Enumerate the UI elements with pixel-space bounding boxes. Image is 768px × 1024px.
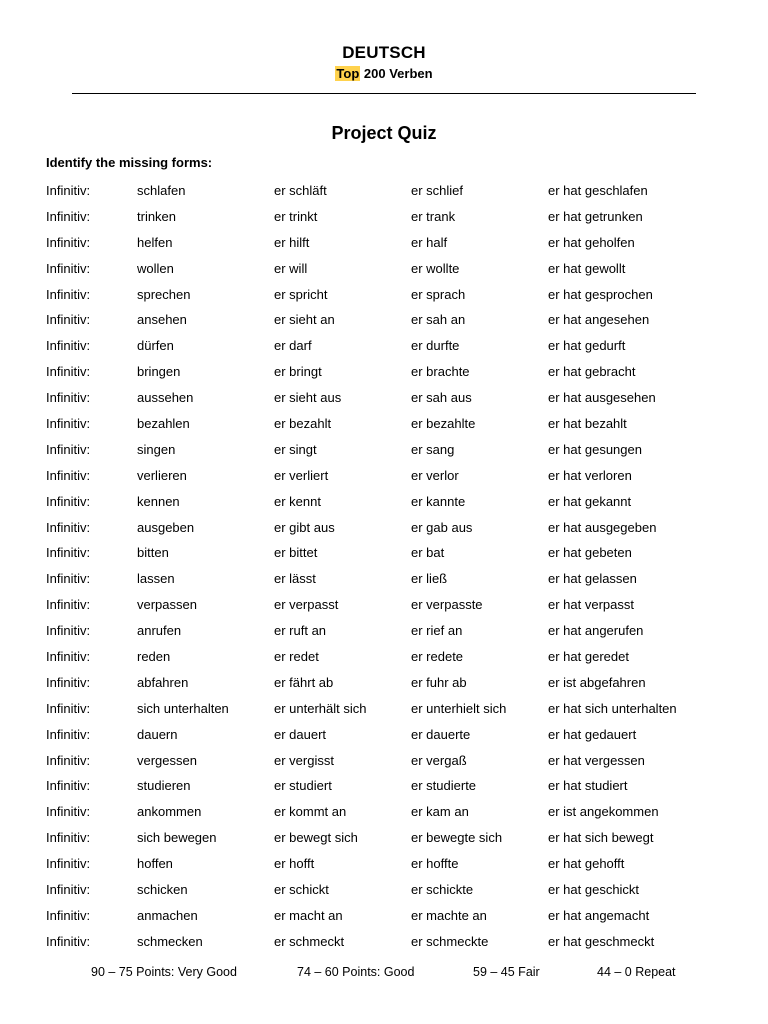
infinitive: aussehen [137, 390, 194, 406]
infinitive: trinken [137, 208, 177, 224]
present-form: er kennt [274, 493, 321, 509]
past-form: er vergaß [411, 752, 467, 768]
perfect-form: er hat angerufen [548, 623, 644, 639]
infinitive: singen [137, 441, 176, 457]
instruction-text: Identify the missing forms: [46, 155, 213, 170]
perfect-form: er hat ausgesehen [548, 390, 656, 406]
past-form: er rief an [411, 623, 463, 639]
row-label: Infinitiv: [46, 260, 91, 276]
perfect-form: er hat angemacht [548, 907, 650, 923]
infinitive: bezahlen [137, 416, 190, 432]
score-band-fair: 59 – 45 Fair [473, 965, 540, 979]
present-form: er darf [274, 338, 312, 354]
row-label: Infinitiv: [46, 700, 91, 716]
row-label: Infinitiv: [46, 338, 91, 354]
present-form: er macht an [274, 907, 343, 923]
row-label: Infinitiv: [46, 183, 91, 198]
infinitive: schlafen [137, 183, 186, 198]
quiz-title: Project Quiz [331, 123, 437, 143]
infinitive: studieren [137, 778, 191, 794]
perfect-form: er hat vergessen [548, 752, 645, 768]
row-label: Infinitiv: [46, 804, 91, 820]
infinitive: ansehen [137, 312, 187, 328]
past-form: er half [411, 234, 448, 250]
past-form: er durfte [411, 338, 460, 354]
past-form: er sah aus [411, 390, 472, 406]
perfect-form: er ist angekommen [548, 804, 659, 820]
infinitive: verlieren [137, 467, 187, 483]
row-label: Infinitiv: [46, 390, 91, 406]
infinitive: reden [137, 649, 171, 665]
perfect-form: er hat gekannt [548, 493, 632, 509]
present-form: er bezahlt [274, 416, 332, 432]
row-label: Infinitiv: [46, 623, 91, 639]
row-label: Infinitiv: [46, 571, 91, 587]
infinitive: bitten [137, 545, 169, 561]
row-label: Infinitiv: [46, 234, 91, 250]
past-form: er sang [411, 441, 455, 457]
infinitive: hoffen [137, 856, 173, 872]
perfect-form: er hat studiert [548, 778, 628, 794]
past-form: er hoffte [411, 856, 459, 872]
present-form: er spricht [274, 286, 328, 302]
perfect-form: er hat getrunken [548, 208, 643, 224]
present-form: er kommt an [274, 804, 347, 820]
page-subtitle [0, 66, 768, 81]
infinitive: helfen [137, 234, 173, 250]
past-form: er brachte [411, 364, 470, 380]
row-label: Infinitiv: [46, 416, 91, 432]
row-label: Infinitiv: [46, 208, 91, 224]
present-form: er dauert [274, 726, 327, 742]
past-form: er schlief [411, 183, 464, 198]
page-title: DEUTSCH [342, 43, 426, 62]
present-form: er will [274, 260, 308, 276]
infinitive: bringen [137, 364, 181, 380]
row-label: Infinitiv: [46, 467, 91, 483]
perfect-form: er hat gedurft [548, 338, 626, 354]
past-form: er bewegte sich [411, 830, 503, 846]
perfect-form: er hat geschickt [548, 882, 640, 898]
present-form: er sieht aus [274, 390, 342, 406]
perfect-form: er hat geholfen [548, 234, 635, 250]
past-form: er sprach [411, 286, 466, 302]
present-form: er studiert [274, 778, 332, 794]
row-label: Infinitiv: [46, 882, 91, 898]
highlighted-word: Top [336, 66, 360, 81]
row-label: Infinitiv: [46, 286, 91, 302]
infinitive: verpassen [137, 597, 197, 613]
present-form: er bringt [274, 364, 322, 380]
past-form: er wollte [411, 260, 460, 276]
infinitive: anrufen [137, 623, 182, 639]
past-form: er dauerte [411, 726, 471, 742]
perfect-form: er hat sich unterhalten [548, 700, 677, 716]
present-form: er verliert [274, 467, 329, 483]
infinitive: ankommen [137, 804, 202, 820]
perfect-form: er hat verloren [548, 467, 632, 483]
score-band-repeat: 44 – 0 Repeat [597, 965, 676, 979]
infinitive: kennen [137, 493, 180, 509]
score-band-good: 74 – 60 Points: Good [297, 965, 415, 979]
row-label: Infinitiv: [46, 649, 91, 665]
present-form: er vergisst [274, 752, 334, 768]
row-label: Infinitiv: [46, 830, 91, 846]
past-form: er schickte [411, 882, 474, 898]
present-form: er hilft [274, 234, 310, 250]
perfect-form: er hat gedauert [548, 726, 637, 742]
row-label: Infinitiv: [46, 312, 91, 328]
infinitive: lassen [137, 571, 175, 587]
perfect-form: er hat angesehen [548, 312, 650, 328]
score-band-very-good: 90 – 75 Points: Very Good [91, 965, 237, 979]
present-form: er sieht an [274, 312, 335, 328]
past-form: er verlor [411, 467, 459, 483]
past-form: er kannte [411, 493, 466, 509]
perfect-form: er hat geschmeckt [548, 933, 655, 949]
present-form: er singt [274, 441, 317, 457]
present-form: er bittet [274, 545, 318, 561]
present-form: er schläft [274, 183, 327, 198]
row-label: Infinitiv: [46, 778, 91, 794]
perfect-form: er hat gebracht [548, 364, 636, 380]
present-form: er schickt [274, 882, 329, 898]
past-form: er bat [411, 545, 445, 561]
infinitive: dürfen [137, 338, 174, 354]
infinitive: schmecken [137, 933, 203, 949]
present-form: er schmeckt [274, 933, 345, 949]
infinitive: schicken [137, 882, 188, 898]
page-header [0, 43, 768, 81]
present-form: er redet [274, 649, 319, 665]
perfect-form: er hat gelassen [548, 571, 637, 587]
perfect-form: er hat gesungen [548, 441, 642, 457]
header-divider [72, 93, 696, 94]
present-form: er fährt ab [274, 674, 334, 690]
row-label: Infinitiv: [46, 493, 91, 509]
row-label: Infinitiv: [46, 674, 91, 690]
past-form: er ließ [411, 571, 448, 587]
infinitive: abfahren [137, 674, 189, 690]
past-form: er studierte [411, 778, 477, 794]
infinitive: sprechen [137, 286, 191, 302]
past-form: er schmeckte [411, 933, 489, 949]
perfect-form: er hat verpasst [548, 597, 634, 613]
present-form: er lässt [274, 571, 316, 587]
perfect-form: er hat bezahlt [548, 416, 627, 432]
present-form: er unterhält sich [274, 700, 367, 716]
row-label: Infinitiv: [46, 441, 91, 457]
perfect-form: er ist abgefahren [548, 674, 646, 690]
row-label: Infinitiv: [46, 907, 91, 923]
row-label: Infinitiv: [46, 856, 91, 872]
row-label: Infinitiv: [46, 364, 91, 380]
row-label: Infinitiv: [46, 545, 91, 561]
row-label: Infinitiv: [46, 597, 91, 613]
infinitive: ausgeben [137, 519, 195, 535]
row-label: Infinitiv: [46, 519, 91, 535]
infinitive: sich bewegen [137, 830, 217, 846]
past-form: er verpasste [411, 597, 483, 613]
past-form: er kam an [411, 804, 469, 820]
infinitive: dauern [137, 726, 178, 742]
perfect-form: er hat gewollt [548, 260, 626, 276]
present-form: er ruft an [274, 623, 327, 639]
present-form: er gibt aus [274, 519, 335, 535]
past-form: er fuhr ab [411, 674, 467, 690]
subtitle-text: 200 Verben [360, 66, 433, 81]
present-form: er verpasst [274, 597, 339, 613]
past-form: er sah an [411, 312, 466, 328]
past-form: er unterhielt sich [411, 700, 507, 716]
past-form: er bezahlte [411, 416, 476, 432]
perfect-form: er hat gebeten [548, 545, 632, 561]
row-label: Infinitiv: [46, 752, 91, 768]
past-form: er gab aus [411, 519, 473, 535]
past-form: er redete [411, 649, 464, 665]
past-form: er trank [411, 208, 456, 224]
perfect-form: er hat gehofft [548, 856, 625, 872]
perfect-form: er hat ausgegeben [548, 519, 657, 535]
infinitive: sich unterhalten [137, 700, 229, 716]
infinitive: anmachen [137, 907, 198, 923]
perfect-form: er hat gesprochen [548, 286, 653, 302]
present-form: er hofft [274, 856, 315, 872]
present-form: er trinkt [274, 208, 318, 224]
present-form: er bewegt sich [274, 830, 358, 846]
past-form: er machte an [411, 907, 487, 923]
perfect-form: er hat sich bewegt [548, 830, 654, 846]
infinitive: vergessen [137, 752, 197, 768]
row-label: Infinitiv: [46, 726, 91, 742]
perfect-form: er hat geschlafen [548, 183, 648, 198]
infinitive: wollen [137, 260, 174, 276]
row-label: Infinitiv: [46, 933, 91, 949]
perfect-form: er hat geredet [548, 649, 629, 665]
